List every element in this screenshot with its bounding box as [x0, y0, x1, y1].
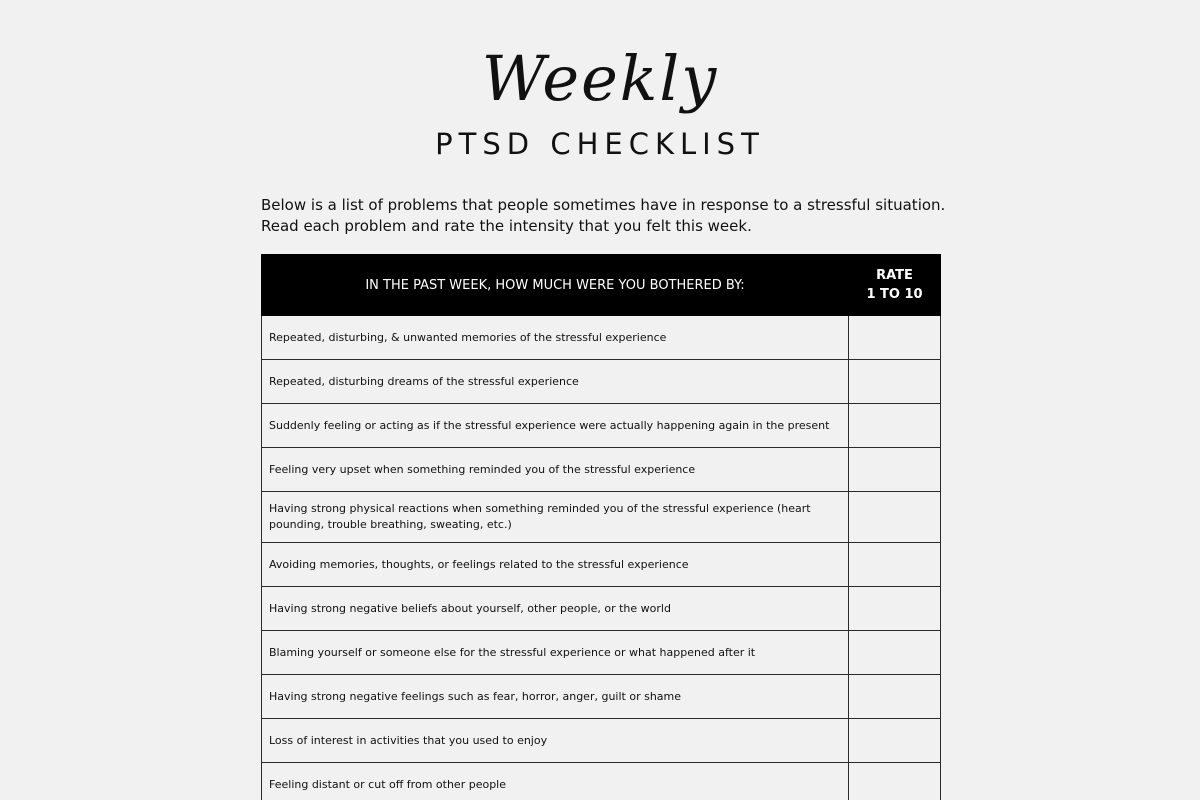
rate-cell[interactable] [849, 360, 941, 404]
item-text: Blaming yourself or someone else for the stressful experience or what happened after it [262, 631, 849, 675]
rate-cell[interactable] [849, 587, 941, 631]
intro-text [261, 195, 951, 237]
rate-cell[interactable] [849, 492, 941, 543]
item-text: Avoiding memories, thoughts, or feelings related to the stressful experience [262, 543, 849, 587]
page-title: PTSD CHECKLIST [435, 127, 765, 161]
item-text: Repeated, disturbing dreams of the stressful experience [262, 360, 849, 404]
rate-cell[interactable] [849, 631, 941, 675]
table-row [262, 719, 941, 763]
table-row [262, 587, 941, 631]
table-row [262, 448, 941, 492]
table-row [262, 404, 941, 448]
item-text: Loss of interest in activities that you used to enjoy [262, 719, 849, 763]
table-row [262, 316, 941, 360]
item-text: Having strong physical reactions when something reminded you of the stressful experience (heart pounding, trouble breathing, sweating, etc.) [262, 492, 849, 543]
rate-header-line-1: RATE [876, 268, 913, 283]
question-header: IN THE PAST WEEK, HOW MUCH WERE YOU BOTHERED BY: [262, 255, 849, 316]
item-text: Feeling distant or cut off from other people [262, 763, 849, 800]
rate-cell[interactable] [849, 543, 941, 587]
item-text: Feeling very upset when something reminded you of the stressful experience [262, 448, 849, 492]
table-row [262, 763, 941, 800]
intro-line-1: Below is a list of problems that people sometimes have in response to a stressful situation. [261, 196, 946, 214]
rate-cell[interactable] [849, 763, 941, 800]
rate-cell[interactable] [849, 448, 941, 492]
rate-cell[interactable] [849, 316, 941, 360]
weekly-script-title: Weekly [481, 42, 719, 115]
item-text: Having strong negative beliefs about yourself, other people, or the world [262, 587, 849, 631]
table-row [262, 631, 941, 675]
rate-cell[interactable] [849, 719, 941, 763]
table-row [262, 492, 941, 543]
rate-cell[interactable] [849, 404, 941, 448]
table-row [262, 675, 941, 719]
ptsd-checklist-table [261, 254, 941, 800]
table-header-row [262, 255, 941, 316]
item-text: Having strong negative feelings such as fear, horror, anger, guilt or shame [262, 675, 849, 719]
rate-header [849, 255, 941, 316]
rate-header-line-2: 1 TO 10 [866, 287, 923, 302]
rate-cell[interactable] [849, 675, 941, 719]
intro-line-2: Read each problem and rate the intensity that you felt this week. [261, 217, 752, 235]
table-row [262, 543, 941, 587]
item-text: Suddenly feeling or acting as if the stressful experience were actually happening again in the present [262, 404, 849, 448]
table-row [262, 360, 941, 404]
item-text: Repeated, disturbing, & unwanted memories of the stressful experience [262, 316, 849, 360]
